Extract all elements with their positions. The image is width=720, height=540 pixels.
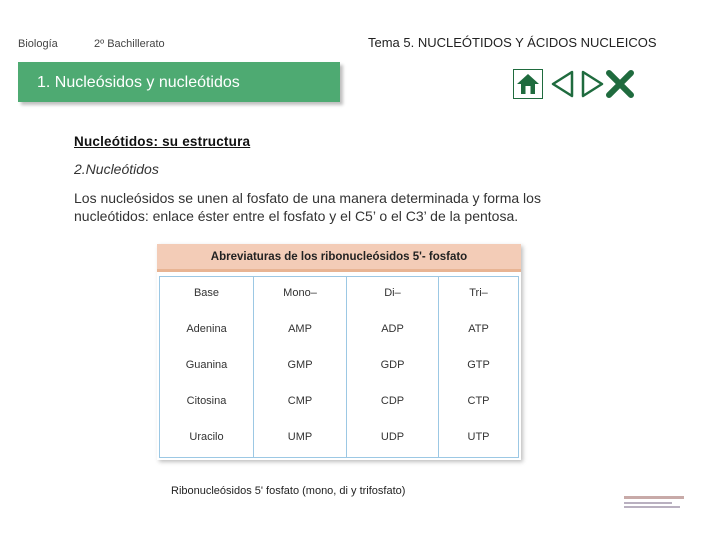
subject-label: Biología (18, 38, 58, 50)
table-header-cell: Base (193, 287, 220, 299)
section-title-bar (18, 62, 340, 102)
content-heading: Nucleótidos: su estructura (74, 134, 251, 149)
table-column (254, 277, 347, 457)
topic-name: NUCLEÓTIDOS Y ÁCIDOS NUCLEICOS (417, 35, 657, 50)
table-cell: GDP (380, 359, 405, 371)
home-button[interactable] (513, 69, 543, 99)
table-column (347, 277, 439, 457)
table-column (439, 277, 518, 457)
content-paragraph: Los nucleósidos se unen al fosfato de una manera determinada y forma los nucleótidos: enlace éster entre el fosfato y el C5’ o el C3’ de la pentosa. (74, 190, 541, 224)
table-title: Abreviaturas de los ribonucleósidos 5'- fosfato (210, 251, 468, 263)
table-grid (159, 276, 519, 458)
table-cell: UMP (287, 431, 313, 443)
next-button[interactable] (577, 69, 607, 99)
table-cell: Uracilo (189, 431, 224, 443)
table-cell: Guanina (185, 359, 228, 371)
table-header-band (157, 244, 521, 272)
publisher-logo (622, 494, 686, 514)
close-button[interactable] (605, 69, 635, 99)
header (0, 0, 720, 64)
table-header-cell: Tri– (469, 287, 488, 299)
table-cell: UTP (467, 431, 490, 443)
table-cell: Adenina (186, 323, 227, 335)
table-cell: CMP (287, 395, 313, 407)
ribonucleotide-table (157, 244, 521, 460)
course-label: 2º Bachillerato (94, 38, 165, 50)
topic-title (368, 35, 657, 50)
table-cell: Citosina (186, 395, 227, 407)
publisher-logo-mark (622, 494, 686, 514)
previous-icon (548, 69, 578, 99)
table-column (160, 277, 254, 457)
close-icon (605, 69, 635, 99)
table-cell: CTP (467, 395, 490, 407)
table-cell: UDP (380, 431, 405, 443)
table-cell: ATP (468, 323, 489, 335)
table-cell: CDP (380, 395, 405, 407)
table-cell: GTP (467, 359, 490, 371)
table-cell: GMP (287, 359, 313, 371)
home-icon (513, 69, 543, 99)
table-cell: ADP (381, 323, 404, 335)
content-subheading: 2.Nucleótidos (74, 161, 159, 177)
table-header-cell: Mono– (283, 287, 317, 299)
table-header-cell: Di– (384, 287, 401, 299)
table-cell: AMP (288, 323, 312, 335)
topic-prefix: Tema 5. (368, 35, 418, 50)
next-icon (577, 69, 607, 99)
section-title: 1. Nucleósidos y nucleótidos (37, 74, 240, 91)
previous-button[interactable] (548, 69, 578, 99)
table-caption: Ribonucleósidos 5' fosfato (mono, di y trifosfato) (171, 485, 406, 497)
